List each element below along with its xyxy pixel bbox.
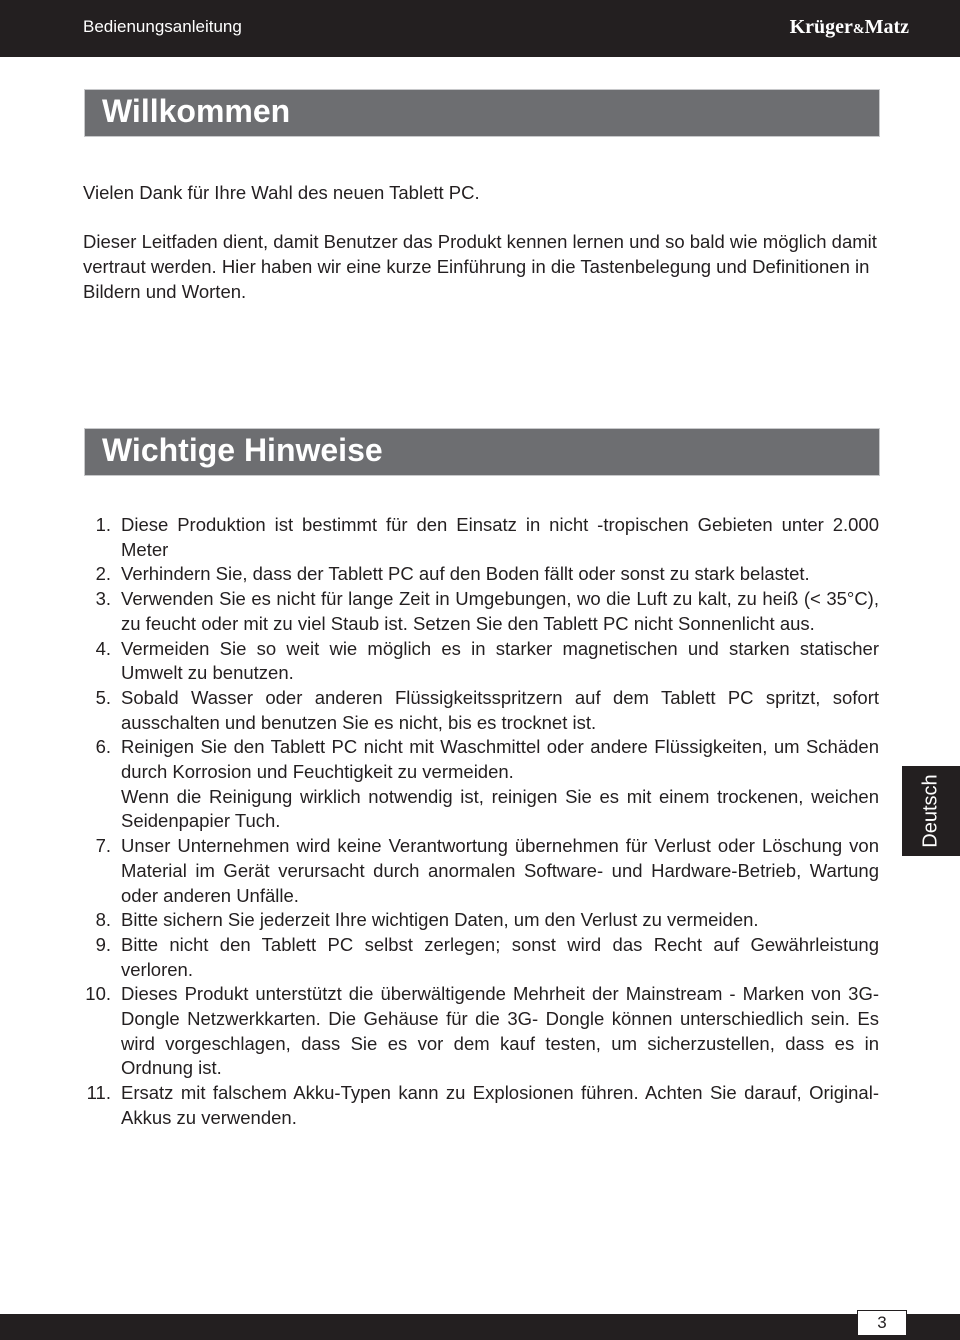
header-title: Bedienungsanleitung	[83, 17, 242, 36]
list-item-text: Ersatz mit falschem Akku-Typen kann zu Explosionen führen. Achten Sie darauf, Original-Akkus zu verwenden.	[121, 1082, 879, 1128]
list-item	[83, 686, 879, 735]
list-item-text: Sobald Wasser oder anderen Flüssigkeitsspritzern auf dem Tablett PC spritzt, sofort ausschalten und benutzen Sie es nicht, bis es trocknet ist.	[121, 686, 879, 733]
list-item	[83, 1081, 879, 1130]
language-side-tab-label: Deutsch	[919, 774, 942, 848]
list-item-text: Verwenden Sie es nicht für lange Zeit in Umgebungen, wo die Luft zu kalt, zu heiß (< 35°C), zu feucht oder mit zu viel Staub ist. Setzen Sie den Tablett PC nicht Sonnenlicht aus.	[121, 588, 879, 634]
list-item	[83, 587, 879, 636]
list-item-number: 2.	[95, 563, 111, 585]
list-item-text: Vermeiden Sie so weit wie möglich es in starker magnetischen und starken statischer Umwelt zu benutzen.	[121, 637, 879, 684]
list-item-number: 6.	[95, 736, 111, 758]
list-item-text: Reinigen Sie den Tablett PC nicht mit Waschmittel oder andere Flüssigkeiten, um Schäden durch Korrosion und Feuchtigkeit zu vermeiden.	[121, 736, 879, 783]
thanks-paragraph: Vielen Dank für Ihre Wahl des neuen Tablett PC.	[83, 182, 480, 203]
list-item-number: 10.	[85, 983, 111, 1005]
list-item-text: Dieses Produkt unterstützt die überwältigende Mehrheit der Mainstream - Marken von 3G- Dongle Netzwerkkarten. Die Gehäuse für die 3G- Dongle können unterschiedlich sein. Es wird vorgeschlagen, dass Sie es vor dem kauf testen, um sicherzustellen, dass es in Ordnung ist.	[121, 983, 879, 1079]
list-item-number: 3.	[95, 588, 111, 610]
header-bar	[0, 0, 960, 57]
brand-logo-part1: Krüger	[789, 16, 853, 38]
section-heading-bar-notes	[84, 428, 880, 476]
page-number: 3	[857, 1310, 907, 1336]
list-item-number: 9.	[95, 933, 111, 955]
footer-bar	[0, 1314, 960, 1340]
list-item-text: Bitte nicht den Tablett PC selbst zerlegen; sonst wird das Recht auf Gewährleistung verloren.	[121, 933, 879, 980]
list-item-text-continued: Wenn die Reinigung wirklich notwendig ist, reinigen Sie es mit einem trockenen, weichen Seidenpapier Tuch.	[121, 785, 879, 832]
list-item	[83, 735, 879, 834]
language-side-tab	[902, 766, 960, 856]
list-item-number: 7.	[95, 835, 111, 857]
brand-logo-part2: Matz	[864, 16, 909, 38]
list-item	[83, 933, 879, 982]
list-item-text: Diese Produktion ist bestimmt für den Einsatz in nicht -tropischen Gebieten unter 2.000 Meter	[121, 514, 879, 560]
list-item	[83, 513, 879, 562]
list-item-number: 5.	[95, 686, 111, 708]
list-item-text: Bitte sichern Sie jederzeit Ihre wichtigen Daten, um den Verlust zu vermeiden.	[121, 909, 759, 931]
list-item-text: Unser Unternehmen wird keine Verantwortung übernehmen für Verlust oder Löschung von Material im Gerät verursacht durch anormalen Software- und Hardware-Betrieb, Wartung oder anderen Unfälle.	[121, 835, 879, 906]
section-heading-bar-welcome	[84, 89, 880, 137]
list-item-number: 4.	[95, 637, 111, 659]
list-item	[83, 908, 879, 933]
list-item	[83, 637, 879, 686]
list-item-text: Verhindern Sie, dass der Tablett PC auf den Boden fällt oder sonst zu stark belastet.	[121, 563, 810, 585]
section-heading-welcome: Willkommen	[102, 93, 291, 129]
list-item-number: 8.	[95, 909, 111, 931]
list-item-number: 1.	[95, 514, 111, 535]
notes-list	[83, 513, 879, 1131]
brand-logo-amp: &	[852, 22, 865, 37]
brand-logo	[790, 16, 909, 39]
list-item	[83, 562, 879, 587]
list-item	[83, 982, 879, 1081]
intro-paragraph: Dieser Leitfaden dient, damit Benutzer das Produkt kennen lernen und so bald wie möglich damit vertraut werden. Hier haben wir eine kurze Einführung in die Tastenbelegung und Definitionen in Bildern und Worten.	[83, 231, 877, 302]
section-heading-notes: Wichtige Hinweise	[102, 432, 383, 468]
list-item-number: 11.	[86, 1082, 111, 1104]
list-item	[83, 834, 879, 908]
